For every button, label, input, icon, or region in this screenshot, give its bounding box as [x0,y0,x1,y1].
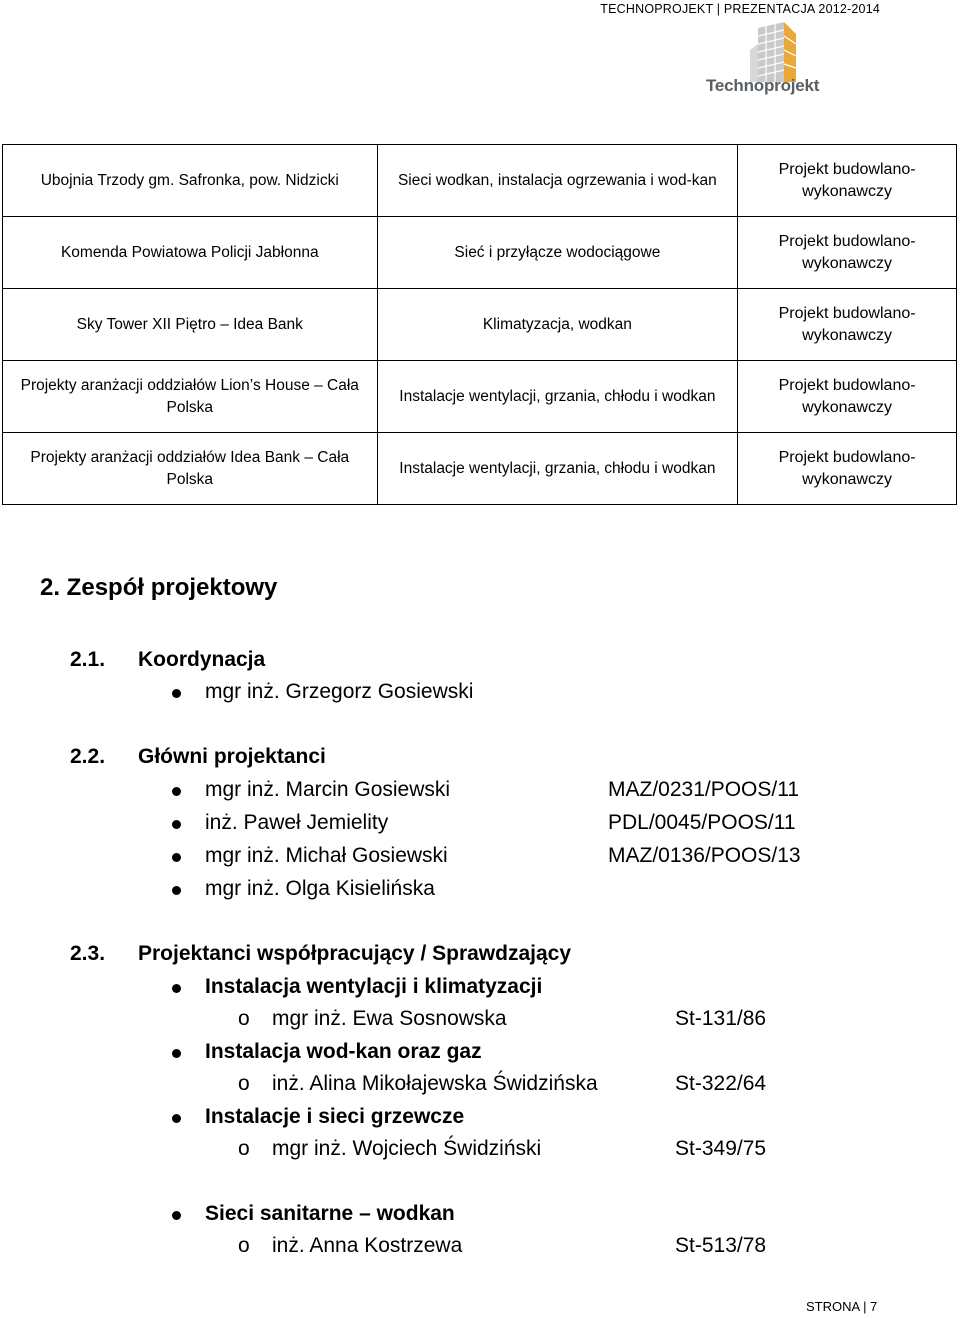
subsection-number: 2.3. [70,942,106,965]
table-cell-object: Ubojnia Trzody gm. Safronka, pow. Nidzicki [3,145,378,217]
bullet-icon [172,853,181,862]
page-number: STRONA | 7 [806,1299,878,1314]
table-cell-type: Projekt budowlano-wykonawczy [738,289,957,361]
collaborator-license: St-322/64 [675,1072,767,1095]
table-cell-object: Projekty aranżacji oddziałów Lion’s House – Cała Polska [3,361,378,433]
table-cell-scope: Instalacje wentylacji, grzania, chłodu i wodkan [377,361,738,433]
bullet-icon [172,820,181,829]
collaborator-license: St-131/86 [675,1007,767,1030]
designer-license: MAZ/0136/POOS/13 [608,844,801,867]
table-cell-object: Komenda Powiatowa Policji Jabłonna [3,217,378,289]
bullet-icon [172,886,181,895]
circle-bullet-icon: o [238,1007,250,1030]
section-title: 2. Zespół projektowy [40,574,278,601]
collaborator-license: St-349/75 [675,1137,767,1160]
discipline-title: Instalacja wod-kan oraz gaz [205,1040,482,1063]
bullet-icon [172,1049,181,1058]
discipline-title: Sieci sanitarne – wodkan [205,1202,455,1225]
bullet-icon [172,787,181,796]
designer-name: mgr inż. Michał Gosiewski [205,844,448,867]
collaborator-name: inż. Alina Mikołajewska Świdzińska [272,1072,598,1095]
projects-table [2,144,957,505]
collaborator-name: mgr inż. Ewa Sosnowska [272,1007,507,1030]
table-cell-scope: Klimatyzacja, wodkan [377,289,738,361]
table-cell-object: Sky Tower XII Piętro – Idea Bank [3,289,378,361]
table-cell-type: Projekt budowlano-wykonawczy [738,145,957,217]
designer-license: PDL/0045/POOS/11 [608,811,796,834]
subsection-title: Projektanci współpracujący / Sprawdzający [138,942,572,965]
collaborator-name: inż. Anna Kostrzewa [272,1234,463,1257]
table-row [3,433,957,505]
discipline-title: Instalacje i sieci grzewcze [205,1105,465,1128]
bullet-icon [172,689,181,698]
subsection-number: 2.2. [70,745,106,768]
bullet-icon [172,1211,181,1220]
subsection-title: Koordynacja [138,648,266,671]
table-row [3,217,957,289]
circle-bullet-icon: o [238,1137,250,1160]
table-cell-scope: Sieci wodkan, instalacja ogrzewania i wod-kan [377,145,738,217]
collaborator-name: mgr inż. Wojciech Świdziński [272,1137,542,1160]
table-row [3,145,957,217]
document-header: TECHNOPROJEKT | PREZENTACJA 2012-2014 [600,2,880,16]
table-cell-scope: Sieć i przyłącze wodociągowe [377,217,738,289]
collaborator-license: St-513/78 [675,1234,767,1257]
bullet-icon [172,984,181,993]
subsection-title: Główni projektanci [138,745,326,768]
designer-name: mgr inż. Olga Kisielińska [205,877,435,900]
table-row [3,361,957,433]
designer-license: MAZ/0231/POOS/11 [608,778,800,801]
circle-bullet-icon: o [238,1072,250,1095]
designer-name: mgr inż. Marcin Gosiewski [205,778,451,801]
table-cell-object: Projekty aranżacji oddziałów Idea Bank – Cała Polska [3,433,378,505]
table-cell-type: Projekt budowlano-wykonawczy [738,361,957,433]
table-cell-type: Projekt budowlano-wykonawczy [738,433,957,505]
designer-name: inż. Paweł Jemielity [205,811,389,834]
table-cell-scope: Instalacje wentylacji, grzania, chłodu i wodkan [377,433,738,505]
subsection-number: 2.1. [70,648,106,671]
bullet-icon [172,1114,181,1123]
logo-text: Technoprojekt [706,76,820,95]
table-row [3,289,957,361]
coordinator-name: mgr inż. Grzegorz Gosiewski [205,680,474,703]
circle-bullet-icon: o [238,1234,250,1257]
table-cell-type: Projekt budowlano-wykonawczy [738,217,957,289]
discipline-title: Instalacja wentylacji i klimatyzacji [205,975,543,998]
